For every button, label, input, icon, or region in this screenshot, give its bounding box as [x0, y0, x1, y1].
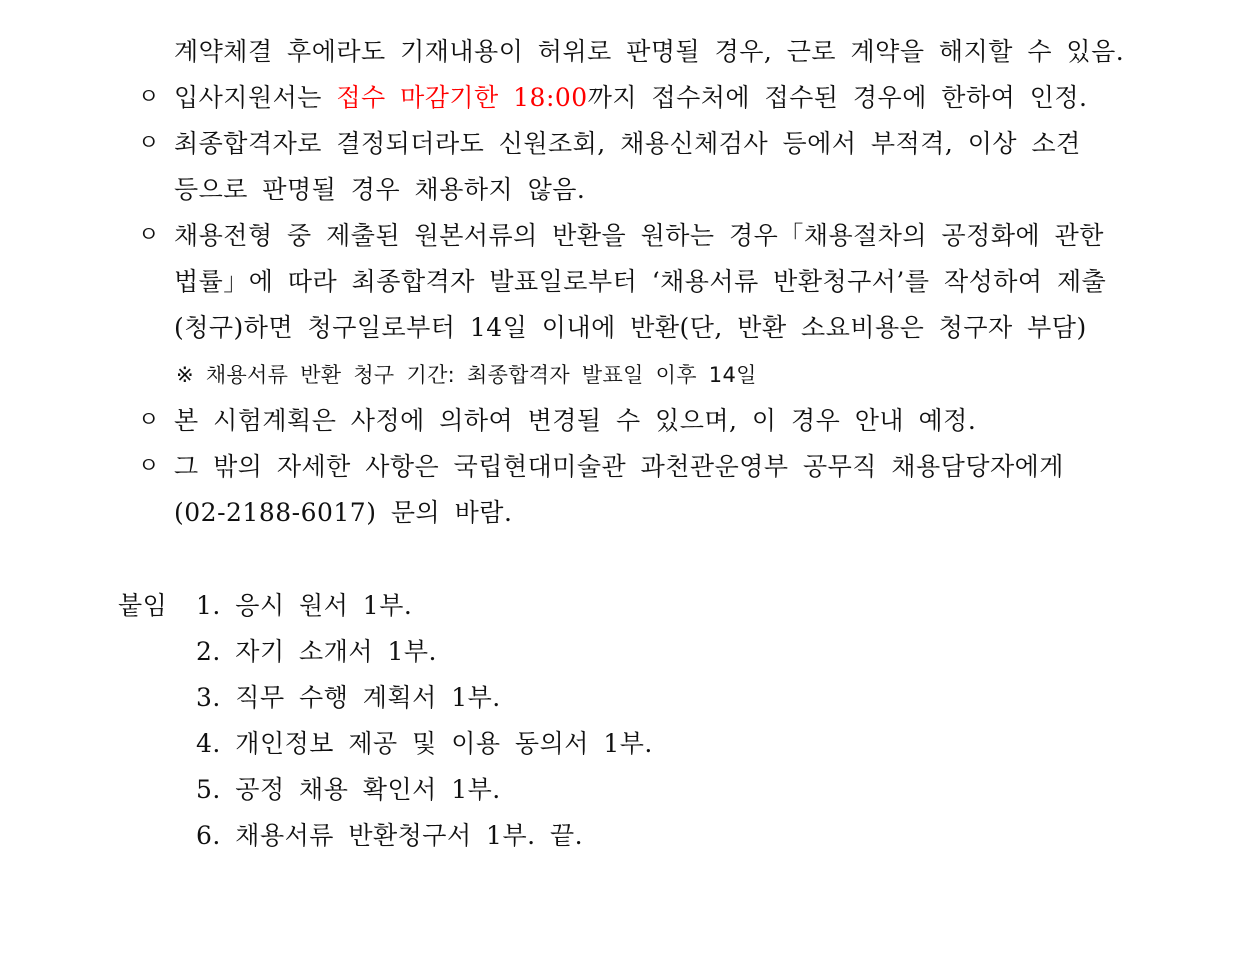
bullet-marker: ㅇ [138, 408, 160, 433]
notice-text: 입사지원서는 [174, 83, 337, 112]
notice-item-document-return-line2: 법률」에 따라 최종합격자 발표일로부터 ‘채용서류 반환청구서’를 작성하여 제출 [174, 267, 1107, 296]
attachment-item: 5. 공정 채용 확인서 1부. [196, 775, 501, 804]
attachments-label: 붙임 [118, 591, 168, 620]
notice-text: 까지 접수처에 접수된 경우에 한하여 인정. [587, 83, 1088, 112]
notice-item-application-deadline [174, 81, 1087, 115]
attachment-item: 1. 응시 원서 1부. [196, 591, 413, 620]
notice-item-document-return-line3: (청구)하면 청구일로부터 14일 이내에 반환(단, 반환 소요비용은 청구자 부담) [174, 313, 1087, 342]
notice-item-contact-line2: (02-2188-6017) 문의 바람. [174, 498, 513, 527]
attachment-item: 3. 직무 수행 계획서 1부. [196, 683, 501, 712]
notice-item-disqualification-line2: 등으로 판명될 경우 채용하지 않음. [174, 175, 586, 204]
notice-item-contact-line1: 그 밖의 자세한 사항은 국립현대미술관 과천관운영부 공무직 채용담당자에게 [174, 452, 1064, 481]
bullet-marker: ㅇ [138, 223, 160, 248]
attachment-item: 2. 자기 소개서 1부. [196, 637, 437, 666]
notice-item-disqualification-line1: 최종합격자로 결정되더라도 신원조회, 채용신체검사 등에서 부적격, 이상 소견 [174, 129, 1081, 158]
bullet-marker: ㅇ [138, 85, 160, 110]
attachment-item: 4. 개인정보 제공 및 이용 동의서 1부. [196, 729, 653, 758]
bullet-marker: ㅇ [138, 454, 160, 479]
document-return-period-note: ※ 채용서류 반환 청구 기간: 최종합격자 발표일 이후 14일 [176, 363, 757, 387]
notice-item-plan-change: 본 시험계획은 사정에 의하여 변경될 수 있으며, 이 경우 안내 예정. [174, 406, 977, 435]
notice-continuation-line: 계약체결 후에라도 기재내용이 허위로 판명될 경우, 근로 계약을 해지할 수 있음. [174, 37, 1125, 66]
attachment-item: 6. 채용서류 반환청구서 1부. 끝. [196, 821, 584, 850]
deadline-highlight: 접수 마감기한 18:00 [336, 83, 588, 112]
bullet-marker: ㅇ [138, 131, 160, 156]
notice-item-document-return-line1: 채용전형 중 제출된 원본서류의 반환을 원하는 경우「채용절차의 공정화에 관한 [174, 221, 1104, 250]
